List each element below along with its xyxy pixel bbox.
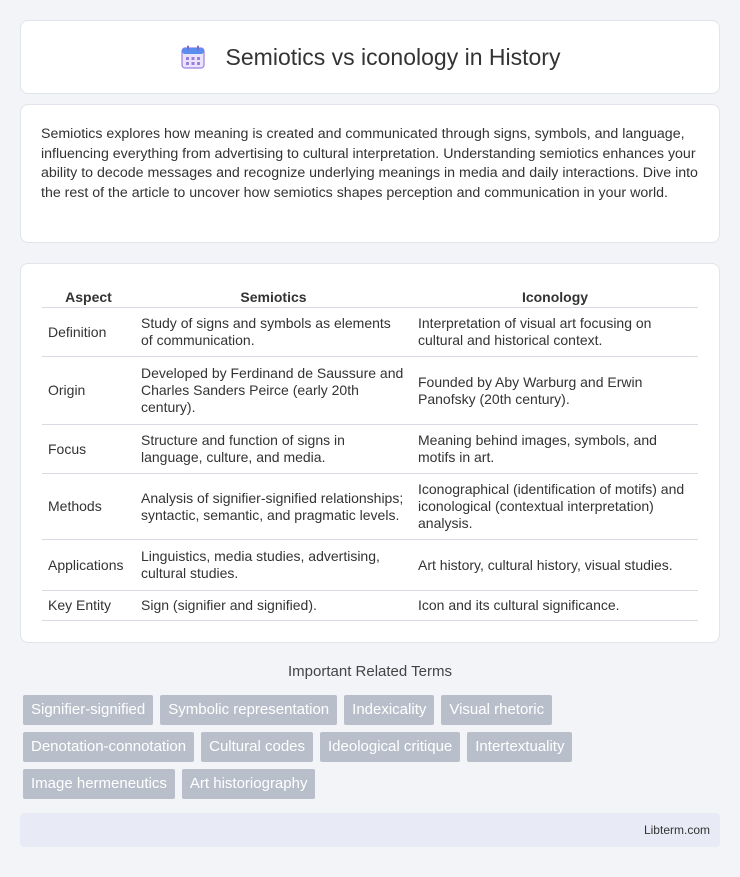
table-row: [42, 591, 698, 621]
tag-denotation-connotation[interactable]: Denotation-connotation: [23, 732, 194, 762]
tag-ideological-critique[interactable]: Ideological critique: [320, 732, 460, 762]
table-header-row: [42, 284, 698, 308]
row-semiotics: Analysis of signifier-signified relationships; syntactic, semantic, and pragmatic levels.: [135, 474, 412, 540]
footer: [20, 813, 720, 847]
table-row: [42, 308, 698, 357]
intro-text: Semiotics explores how meaning is created and communicated through signs, symbols, and language, influencing everything from advertising to cultural interpretation. Understanding semiotics enhances your ability to decode messages and recognize underlying meanings in media and daily interactions. Dive into the rest of the article to uncover how semiotics shapes perception and communication in your world.: [41, 126, 698, 201]
row-semiotics: Sign (signifier and signified).: [135, 591, 412, 621]
page-title: Semiotics vs iconology in History: [225, 43, 561, 70]
related-terms-title: Important Related Terms: [288, 663, 452, 680]
row-aspect: Origin: [42, 357, 135, 425]
row-semiotics: Linguistics, media studies, advertising, cultural studies.: [135, 540, 412, 591]
tag-symbolic-representation[interactable]: Symbolic representation: [160, 695, 337, 725]
row-iconology: Meaning behind images, symbols, and motifs in art.: [412, 425, 698, 474]
table-row: [42, 474, 698, 540]
calendar-icon: [180, 44, 206, 70]
row-aspect: Focus: [42, 425, 135, 474]
row-aspect: Definition: [42, 308, 135, 357]
table-row: [42, 357, 698, 425]
tag-cultural-codes[interactable]: Cultural codes: [201, 732, 313, 762]
table-row: [42, 540, 698, 591]
intro-card: [20, 104, 720, 243]
tag-signifier-signified[interactable]: Signifier-signified: [23, 695, 153, 725]
table-row: [42, 425, 698, 474]
row-iconology: Icon and its cultural significance.: [412, 591, 698, 621]
row-semiotics: Study of signs and symbols as elements of communication.: [135, 308, 412, 357]
tag-intertextuality[interactable]: Intertextuality: [467, 732, 572, 762]
tag-row: [23, 695, 723, 725]
comparison-table-card: [20, 263, 720, 643]
tag-row: [23, 732, 723, 762]
row-semiotics: Developed by Ferdinand de Saussure and Charles Sanders Peirce (early 20th century).: [135, 357, 412, 425]
tag-visual-rhetoric[interactable]: Visual rhetoric: [441, 695, 552, 725]
tag-image-hermeneutics[interactable]: Image hermeneutics: [23, 769, 175, 799]
row-aspect: Applications: [42, 540, 135, 591]
header-iconology: Iconology: [412, 284, 698, 308]
header-semiotics: Semiotics: [135, 284, 412, 308]
row-iconology: Founded by Aby Warburg and Erwin Panofsky (20th century).: [412, 357, 698, 425]
related-terms-tags: [23, 695, 723, 806]
footer-site-link[interactable]: Libterm.com: [643, 823, 710, 837]
tag-row: [23, 769, 723, 799]
comparison-table: [42, 284, 698, 621]
header-card: [20, 20, 720, 94]
row-semiotics: Structure and function of signs in language, culture, and media.: [135, 425, 412, 474]
tag-indexicality[interactable]: Indexicality: [344, 695, 434, 725]
row-iconology: Art history, cultural history, visual studies.: [412, 540, 698, 591]
row-iconology: Iconographical (identification of motifs) and iconological (contextual interpretation) analysis.: [412, 474, 698, 540]
tag-art-historiography[interactable]: Art historiography: [182, 769, 316, 799]
header-aspect: Aspect: [42, 284, 135, 308]
row-aspect: Key Entity: [42, 591, 135, 621]
row-aspect: Methods: [42, 474, 135, 540]
row-iconology: Interpretation of visual art focusing on cultural and historical context.: [412, 308, 698, 357]
